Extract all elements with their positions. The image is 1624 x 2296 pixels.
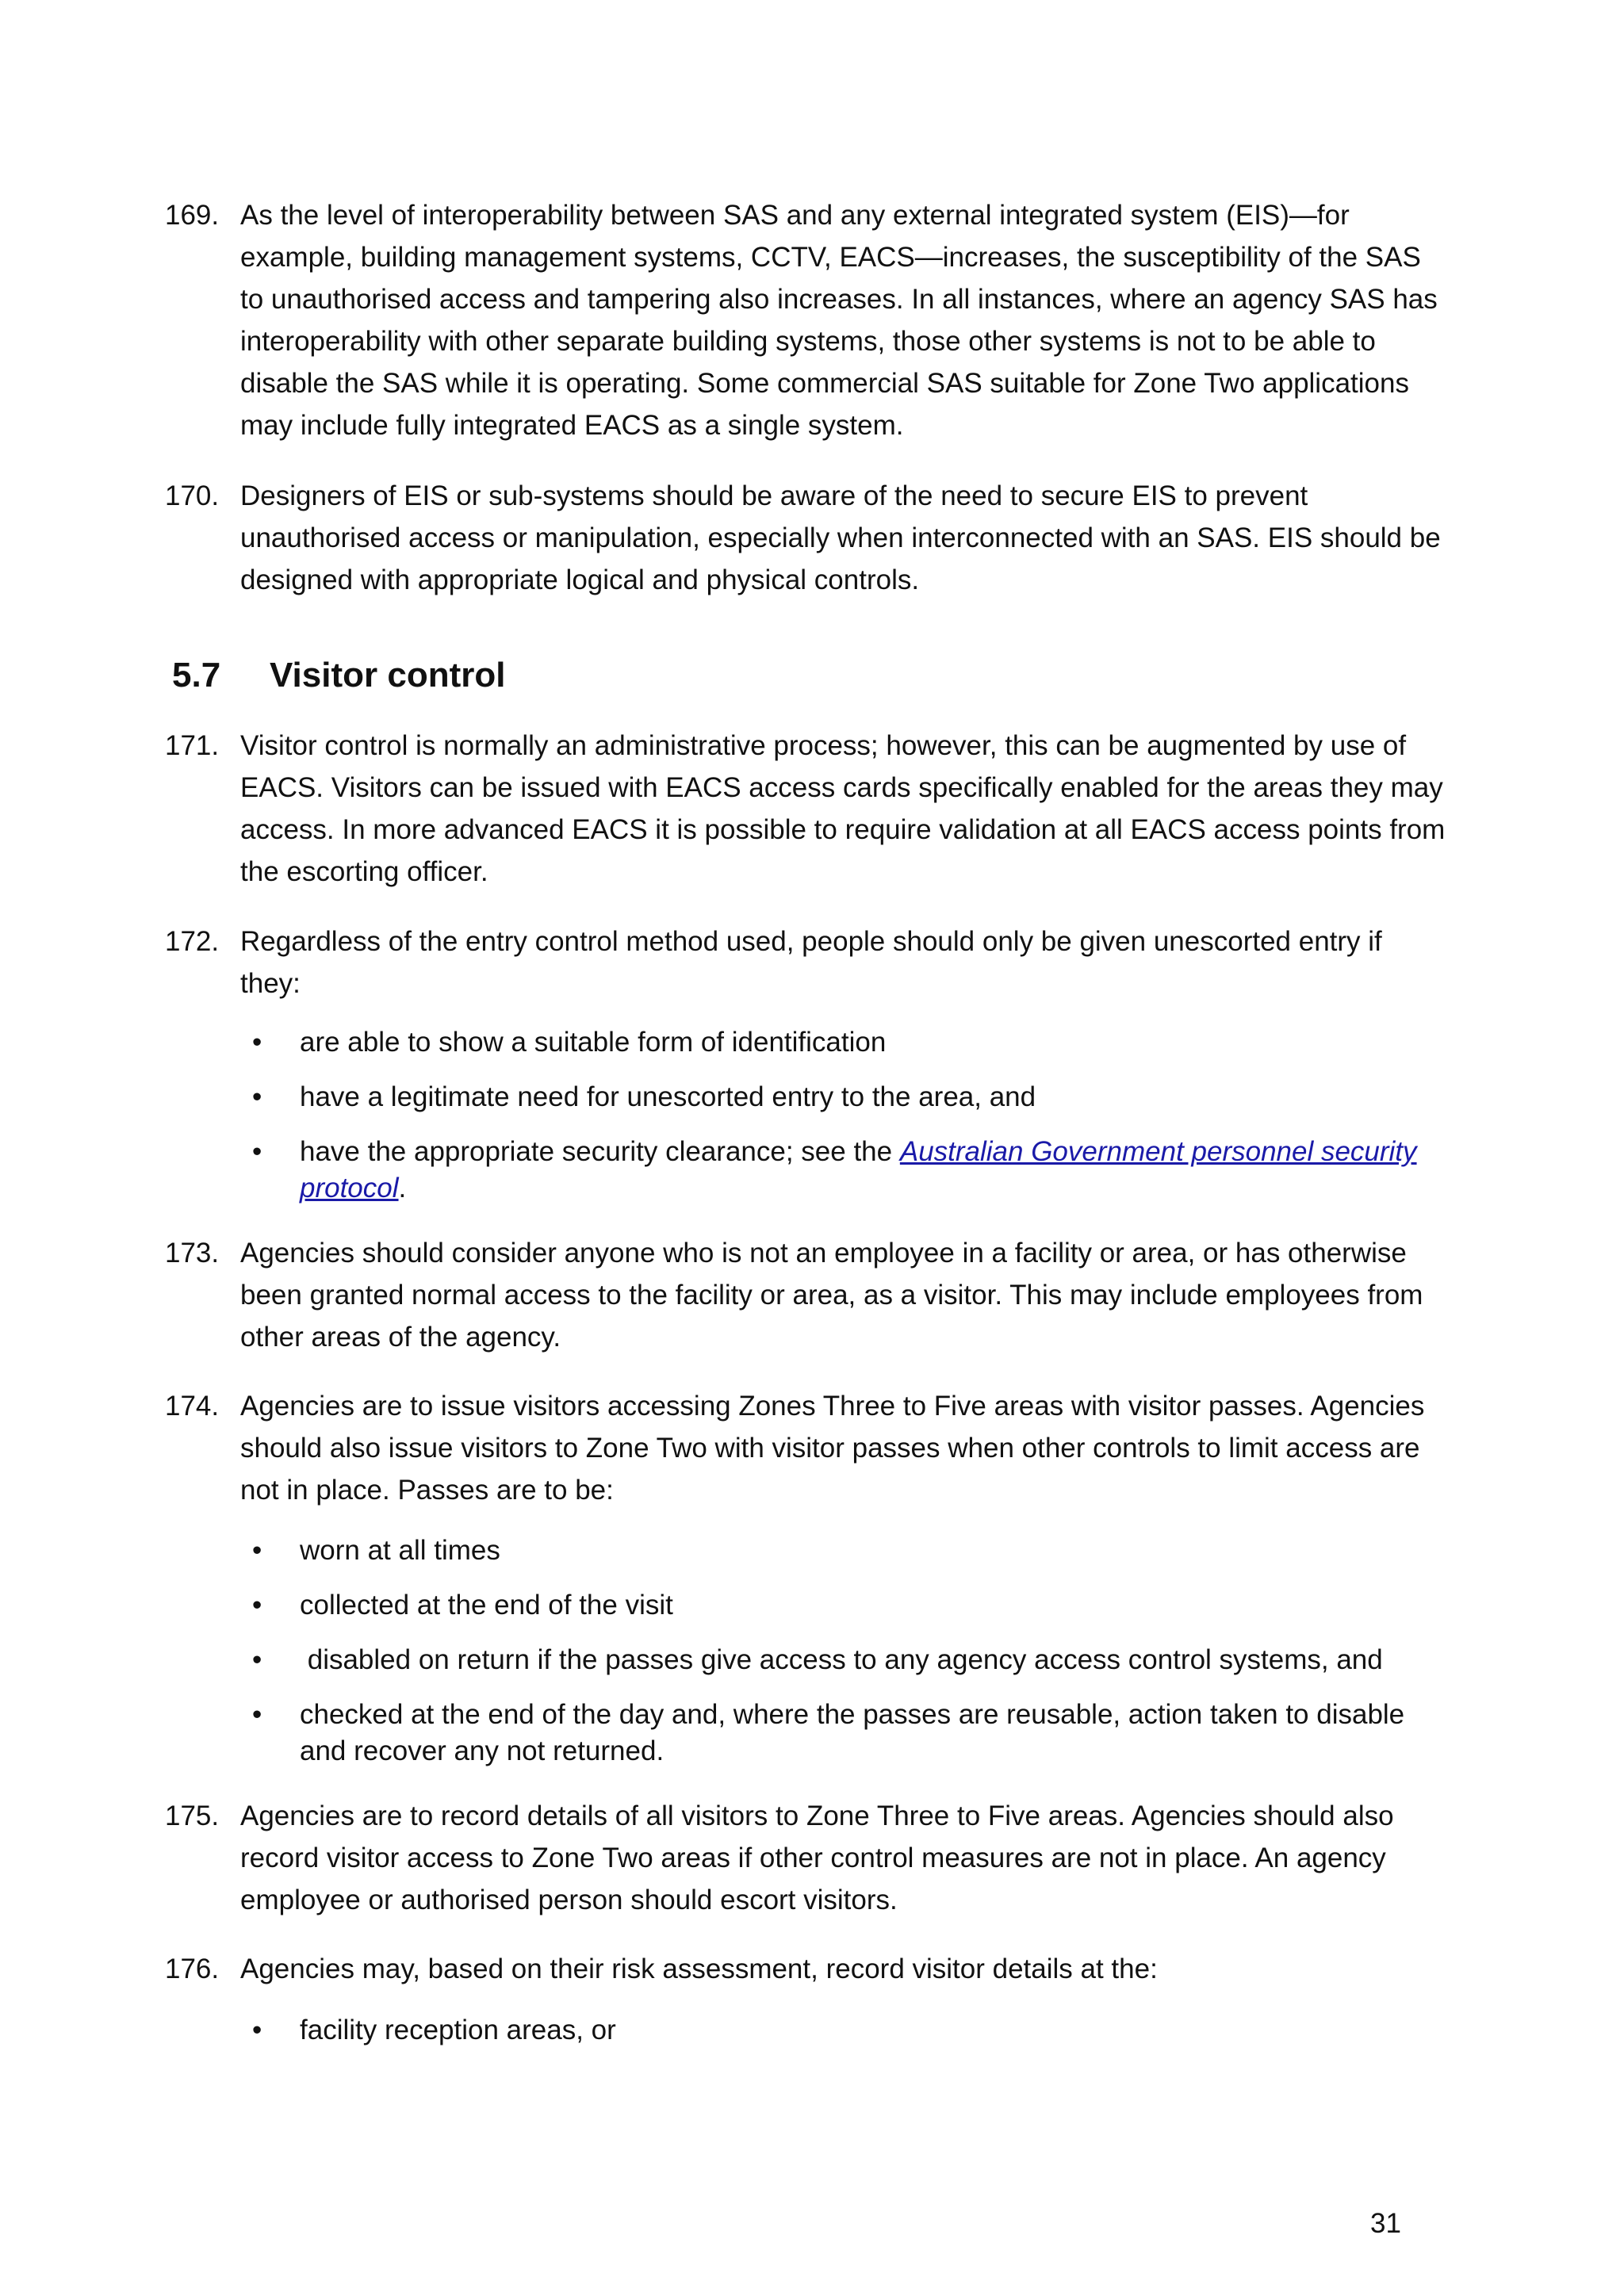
paragraph-175	[165, 1795, 1450, 1921]
list-item-text	[300, 1134, 1457, 1207]
paragraph-text: Agencies are to issue visitors accessing Zones Three to Five areas with visitor passes. Agencies should also issue visitors to Zone Two with visitor passes when other controls to limit access are not in place. Passes are to be:	[240, 1391, 1425, 1506]
paragraph-text: Designers of EIS or sub-systems should be aware of the need to secure EIS to prevent unauthorised access or manipulation, especially when interconnected with an SAS. EIS should be designed with appropriate logical and physical controls.	[240, 480, 1441, 595]
bullet-icon: •	[252, 1699, 262, 1730]
list-item-text: checked at the end of the day and, where the passes are reusable, action taken to disable and recover any not returned.	[300, 1699, 1405, 1766]
list-item-text: facility reception areas, or	[300, 2015, 616, 2045]
paragraph-number: 175.	[165, 1800, 220, 1831]
list-item	[252, 1642, 1457, 1678]
list-item	[252, 1024, 1457, 1061]
bullet-icon: •	[252, 1081, 262, 1112]
paragraph-number: 169.	[165, 200, 220, 231]
paragraph-text: Agencies are to record details of all visitors to Zone Three to Five areas. Agencies should also record visitor access to Zone Two areas if other control measures are not in place. An agency employee or authorised person should escort visitors.	[240, 1800, 1394, 1915]
list-item-suffix: .	[398, 1173, 407, 1203]
list-item	[252, 1079, 1457, 1115]
paragraph-173	[165, 1232, 1450, 1358]
paragraph-number: 173.	[165, 1238, 220, 1269]
bullet-icon: •	[252, 2015, 262, 2045]
paragraph-text: Regardless of the entry control method used, people should only be given unescorted entry if they:	[240, 926, 1382, 999]
bullet-icon: •	[252, 1590, 262, 1621]
paragraph-text: Agencies should consider anyone who is not an employee in a facility or area, or has otherwise been granted normal access to the facility or area, as a visitor. This may include employees from other areas of the agency.	[240, 1238, 1423, 1353]
section-title: Visitor control	[270, 656, 506, 695]
paragraph-text: As the level of interoperability between SAS and any external integrated system (EIS)—for example, building management systems, CCTV, EACS—increases, the susceptibility of the SAS to unauthorised access and tampering also increases. In all instances, where an agency SAS has interoperability with other separate building systems, those other systems is not to be able to disable the SAS while it is operating. Some commercial SAS suitable for Zone Two applications may include fully integrated EACS as a single system.	[240, 200, 1438, 441]
list-item	[252, 1697, 1457, 1770]
list-item-text: are able to show a suitable form of identification	[300, 1027, 887, 1058]
paragraph-172	[165, 920, 1450, 1004]
bullet-icon: •	[252, 1027, 262, 1058]
paragraph-169	[165, 194, 1450, 446]
list-item-prefix: have the appropriate security clearance; see the	[300, 1136, 900, 1167]
paragraph-text: Agencies may, based on their risk assessment, record visitor details at the:	[240, 1954, 1158, 1984]
paragraph-176	[165, 1948, 1450, 1990]
list-item-text: have a legitimate need for unescorted entry to the area, and	[300, 1081, 1036, 1112]
paragraph-174	[165, 1385, 1450, 1511]
bullet-icon: •	[252, 1535, 262, 1566]
paragraph-number: 176.	[165, 1954, 220, 1984]
paragraph-number: 170.	[165, 480, 220, 511]
list-item-text: collected at the end of the visit	[300, 1590, 673, 1621]
page-number: 31	[1370, 2208, 1401, 2239]
list-item-text: worn at all times	[300, 1535, 500, 1566]
list-item	[252, 1134, 1457, 1207]
paragraph-number: 171.	[165, 730, 220, 761]
list-item	[252, 1587, 1457, 1624]
paragraph-170	[165, 475, 1450, 601]
bullet-icon: •	[252, 1136, 262, 1167]
list-item	[252, 1533, 1457, 1569]
personnel-security-protocol-link[interactable]: Australian Government personnel security protocol	[300, 1136, 1417, 1203]
paragraph-171	[165, 725, 1450, 893]
list-item	[252, 2012, 1457, 2049]
list-item-text: disabled on return if the passes give access to any agency access control systems, and	[300, 1644, 1383, 1675]
paragraph-text: Visitor control is normally an administrative process; however, this can be augmented by use of EACS. Visitors can be issued with EACS access cards specifically enabled for the areas they may access. In more advanced EACS it is possible to require validation at all EACS access points from the escorting officer.	[240, 730, 1446, 887]
section-number: 5.7	[172, 656, 221, 695]
paragraph-number: 172.	[165, 926, 220, 957]
bullet-icon: •	[252, 1644, 262, 1675]
paragraph-number: 174.	[165, 1391, 220, 1422]
